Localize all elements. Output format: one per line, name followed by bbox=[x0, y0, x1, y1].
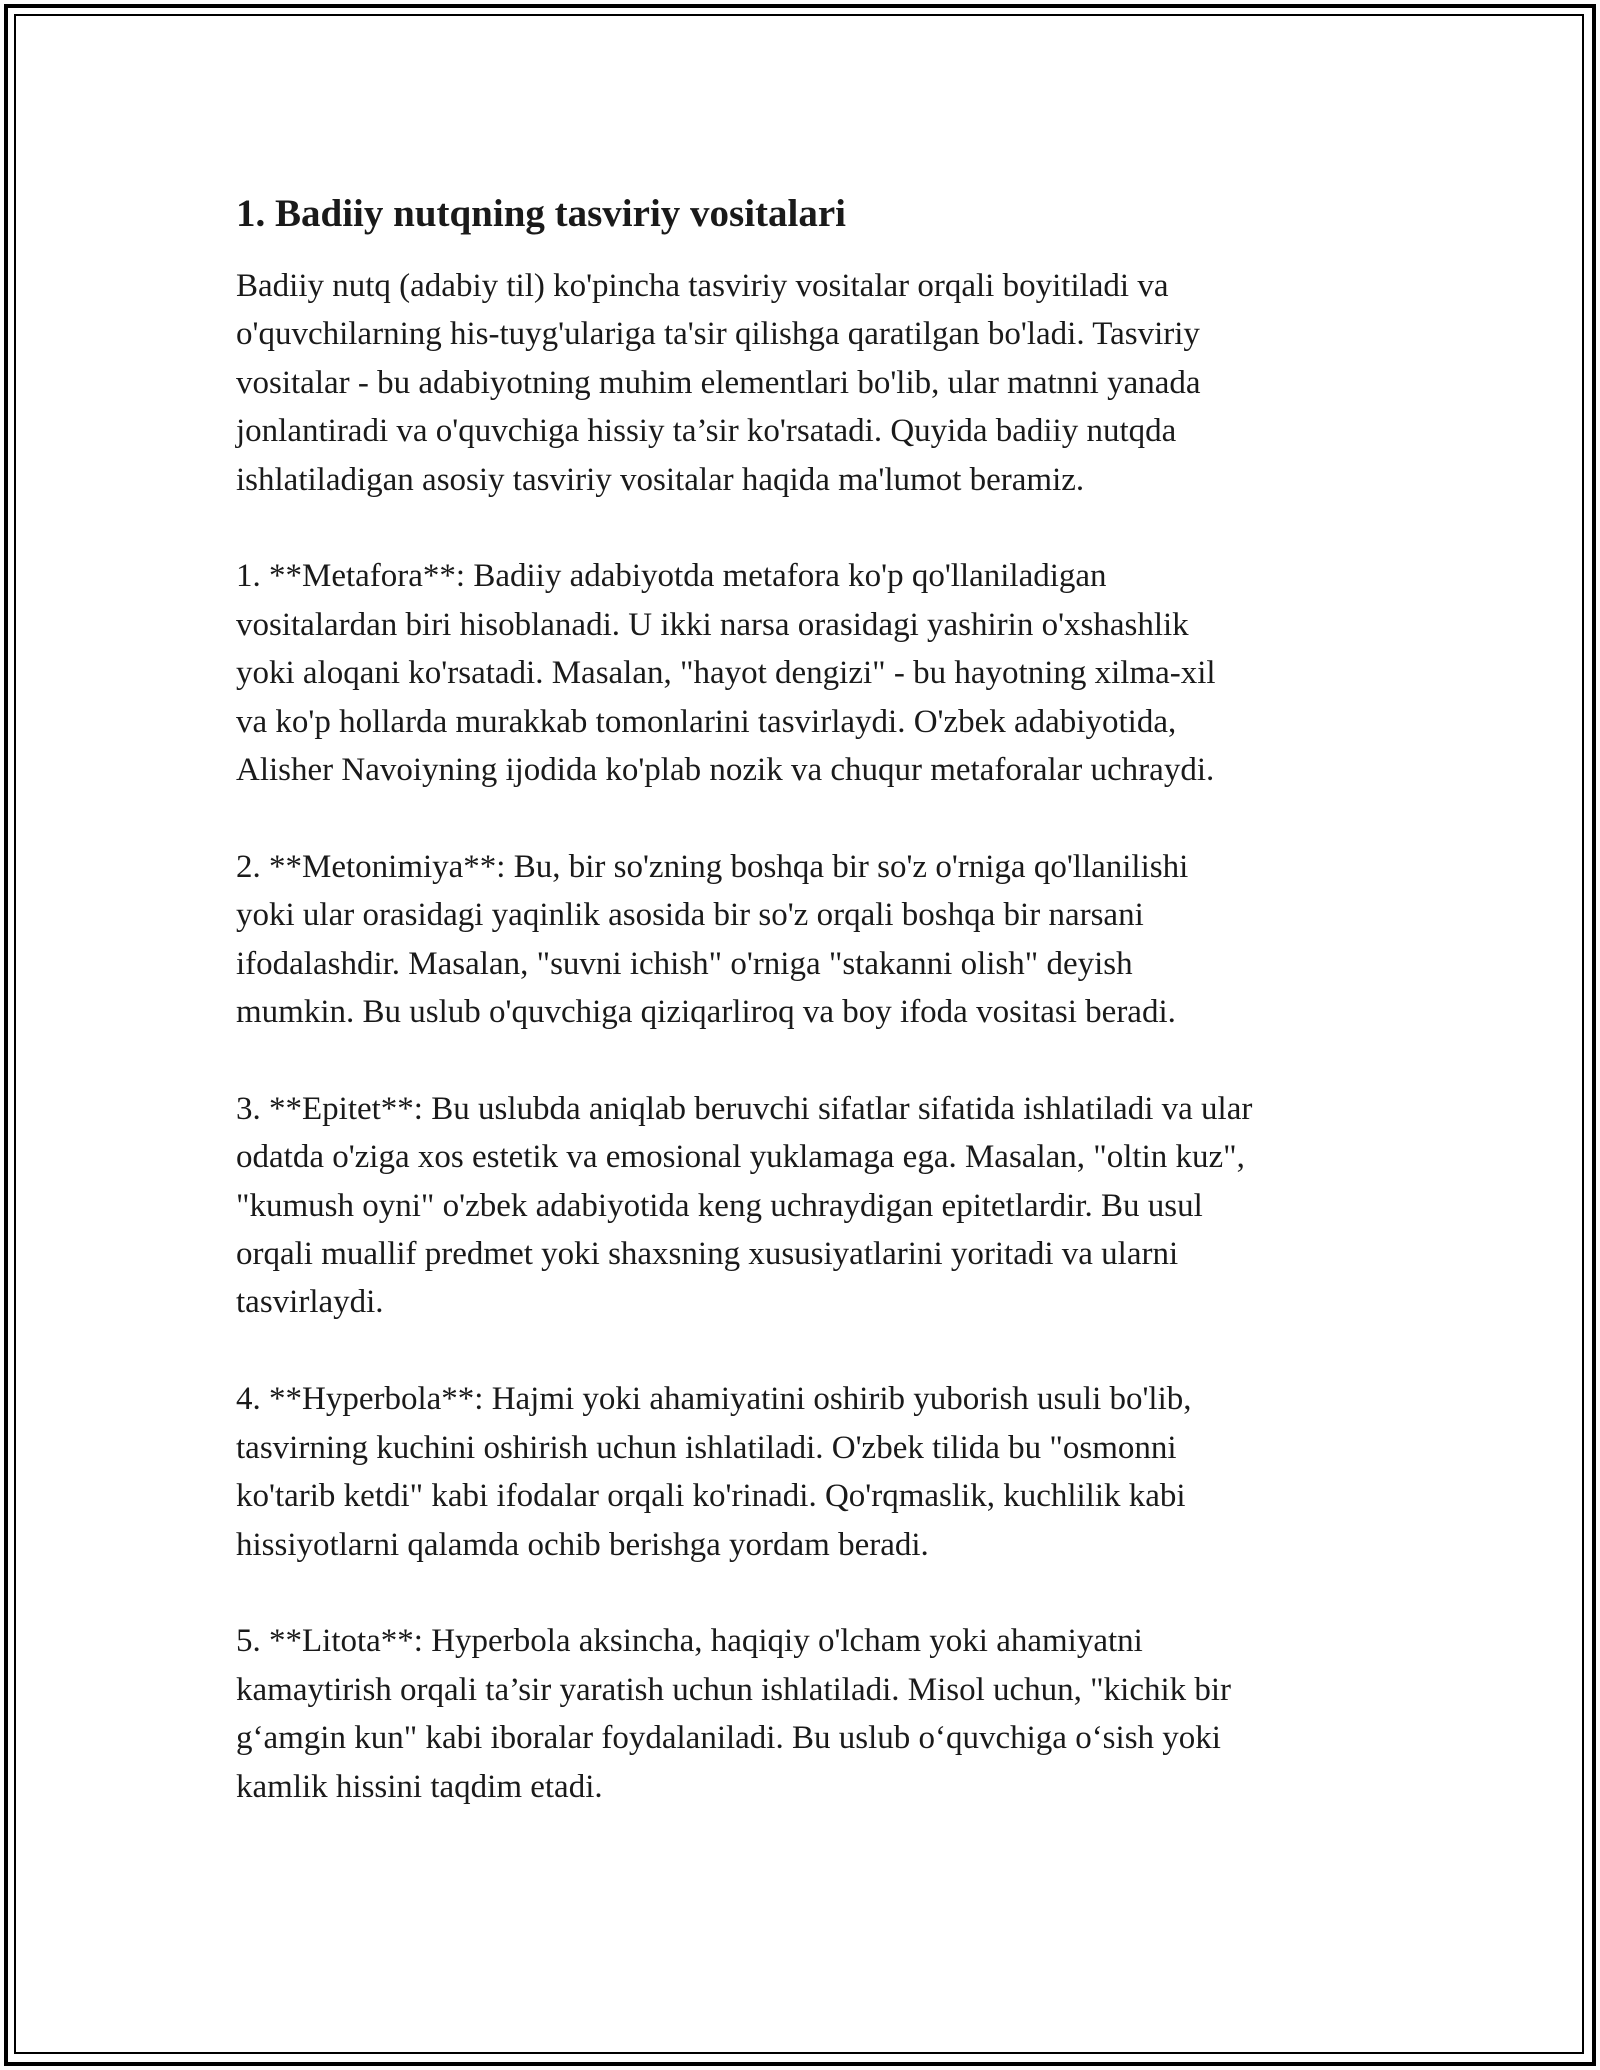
paragraph-line: 2. **Metonimiya**: Bu, bir so'zning boshqa bir so'z o'rniga qo'llanilishi bbox=[236, 848, 1189, 885]
paragraph bbox=[236, 843, 1396, 1037]
paragraph-line: kamaytirish orqali ta’sir yaratish uchun ishlatiladi. Misol uchun, "kichik bir bbox=[236, 1671, 1232, 1708]
paragraph-line: vositalar - bu adabiyotning muhim elementlari bo'lib, ular matnni yanada bbox=[236, 364, 1201, 401]
paragraph bbox=[236, 552, 1396, 794]
paragraph-line: ishlatiladigan asosiy tasviriy vositalar haqida ma'lumot beramiz. bbox=[236, 461, 1085, 498]
paragraph-line: Badiiy nutq (adabiy til) ko'pincha tasviriy vositalar orqali boyitiladi va bbox=[236, 268, 1169, 304]
paragraph-line: g‘amgin kun" kabi iboralar foydalaniladi. Bu uslub o‘quvchiga o‘sish yoki bbox=[236, 1720, 1221, 1757]
paragraph-line: yoki ular orasidagi yaqinlik asosida bir so'z orqali boshqa bir narsani bbox=[236, 897, 1144, 934]
paragraph-line: ko'tarib ketdi" kabi ifodalar orqali ko'rinadi. Qo'rqmaslik, kuchlilik kabi bbox=[236, 1478, 1186, 1515]
paragraph-line: "kumush oyni" o'zbek adabiyotida keng uchraydigan epitetlardir. Bu usul bbox=[236, 1187, 1203, 1224]
paragraph-line: va ko'p hollarda murakkab tomonlarini tasvirlaydi. O'zbek adabiyotida, bbox=[236, 703, 1177, 740]
paragraph-line: 3. **Epitet**: Bu uslubda aniqlab beruvchi sifatlar sifatida ishlatiladi va ular bbox=[236, 1090, 1253, 1127]
paragraph-line: orqali muallif predmet yoki shaxsning xususiyatlarini yoritadi va ularni bbox=[236, 1236, 1179, 1273]
paragraph-line: 5. **Litota**: Hyperbola aksincha, haqiqiy o'lcham yoki ahamiyatni bbox=[236, 1623, 1143, 1660]
paragraph bbox=[236, 262, 1396, 504]
paragraph-line: vositalardan biri hisoblanadi. U ikki narsa orasidagi yashirin o'xshashlik bbox=[236, 606, 1189, 643]
paragraph-line: mumkin. Bu uslub o'quvchiga qiziqarliroq va boy ifoda vositasi beradi. bbox=[236, 994, 1176, 1031]
paragraph-line: kamlik hissini taqdim etadi. bbox=[236, 1768, 603, 1805]
document-title: 1. Badiiy nutqning tasviriy vositalari bbox=[236, 192, 847, 235]
paragraph-line: odatda o'ziga xos estetik va emosional yuklamaga ega. Masalan, "oltin kuz", bbox=[236, 1139, 1245, 1176]
paragraph-line: hissiyotlarni qalamda ochib berishga yordam beradi. bbox=[236, 1526, 929, 1563]
paragraph-line: 4. **Hyperbola**: Hajmi yoki ahamiyatini oshirib yuborish usuli bo'lib, bbox=[236, 1381, 1192, 1418]
paragraph-line: Alisher Navoiyning ijodida ko'plab nozik va chuqur metaforalar uchraydi. bbox=[236, 752, 1215, 789]
paragraph-line: ifodalashdir. Masalan, "suvni ichish" o'rniga "stakanni olish" deyish bbox=[236, 945, 1133, 982]
paragraph bbox=[236, 1375, 1396, 1569]
paragraph bbox=[236, 1617, 1396, 1811]
paragraph-line: o'quvchilarning his-tuyg'ulariga ta'sir qilishga qaratilgan bo'ladi. Tasviriy bbox=[236, 316, 1200, 353]
paragraph-line: 1. **Metafora**: Badiiy adabiyotda metafora ko'p qo'llaniladigan bbox=[236, 558, 1107, 595]
paragraph-line: yoki aloqani ko'rsatadi. Masalan, "hayot dengizi" - bu hayotning xilma-xil bbox=[236, 655, 1216, 692]
paragraph-line: tasvirning kuchini oshirish uchun ishlatiladi. O'zbek tilida bu "osmonni bbox=[236, 1429, 1177, 1466]
paragraph-line: tasvirlaydi. bbox=[236, 1284, 384, 1321]
paragraph-list bbox=[236, 262, 1396, 1811]
paragraph-line: jonlantiradi va o'quvchiga hissiy ta’sir ko'rsatadi. Quyida badiiy nutqda bbox=[236, 413, 1177, 450]
document-body bbox=[236, 188, 1396, 1859]
paragraph bbox=[236, 1085, 1396, 1327]
